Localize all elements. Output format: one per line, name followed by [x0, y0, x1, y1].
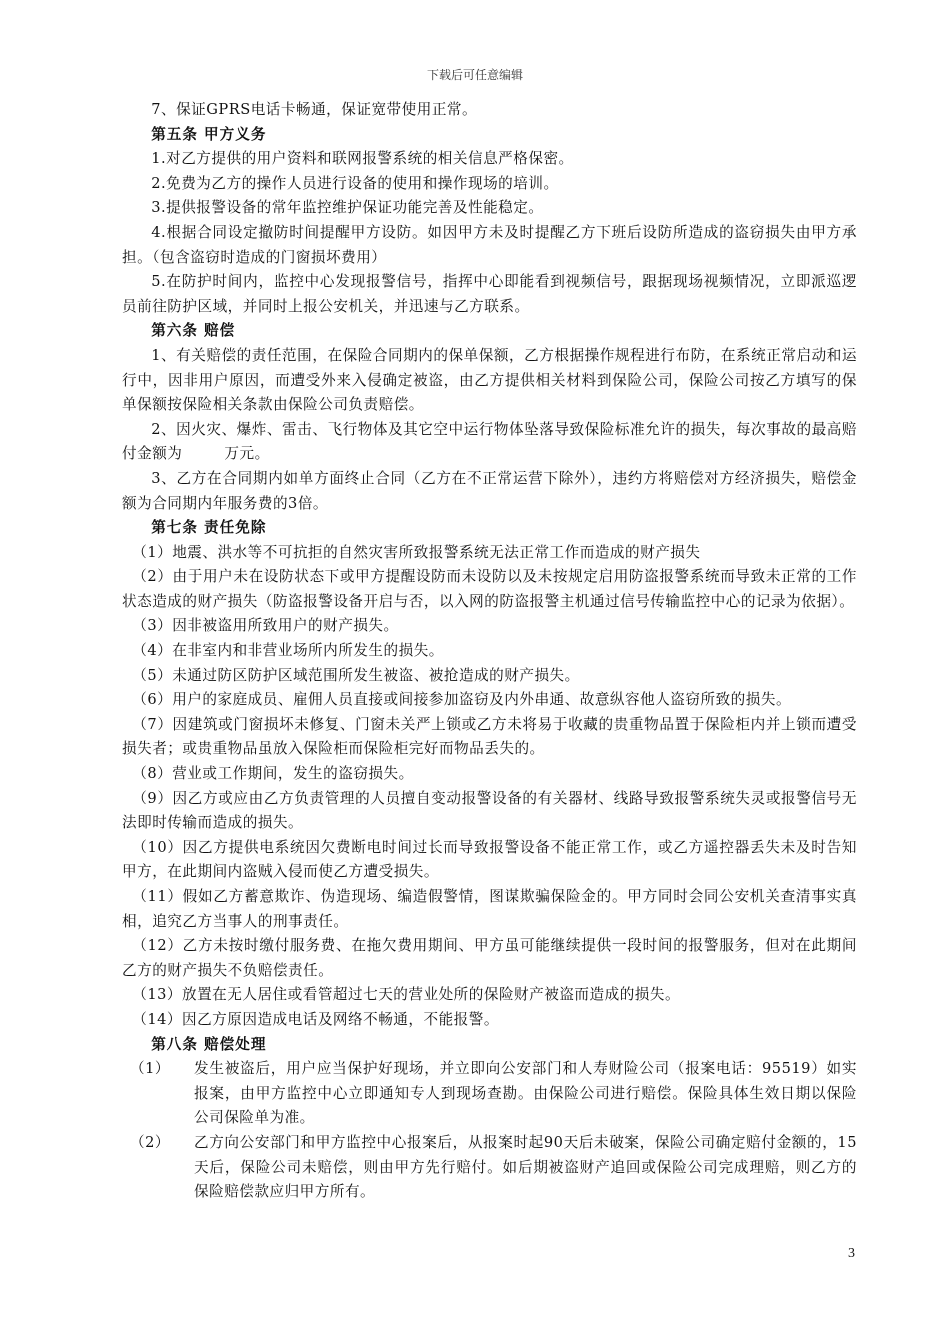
- item-text: 发生被盗后，用户应当保护好现场，并立即向公安部门和人寿财险公司（报案电话：95519）如实报案，由甲方监控中心立即通知专人到现场查勘。由保险公司进行赔偿。保险具体生效日期以保险公司保险单为准。: [194, 1060, 857, 1127]
- paragraph: 3、乙方在合同期内如单方面终止合同（乙方在不正常运营下除外），违约方将赔偿对方经济损失，赔偿金额为合同期内年服务费的3倍。: [122, 469, 857, 512]
- paragraph: 3.提供报警设备的常年监控维护保证功能完善及性能稳定。: [151, 199, 544, 217]
- exemption-item: （2）由于用户未在设防状态下或甲方提醒设防而未设防以及未按规定启用防盗报警系统而导致未正常的工作状态造成的财产损失（防盗报警设备开启与否，以入网的防盗报警主机通过信号传输监控中心的记录为依据）。: [122, 568, 857, 610]
- exemption-item: （6）用户的家庭成员、雇佣人员直接或间接参加盗窃及内外串通、故意纵容他人盗窃所致的损失。: [132, 691, 792, 709]
- item-number: （1）: [130, 1060, 170, 1078]
- exemption-item: （12）乙方未按时缴付服务费、在拖欠费用期间、甲方虽可能继续提供一段时间的报警服务，但对在此期间乙方的财产损失不负赔偿责任。: [122, 937, 857, 979]
- paragraph: 1、有关赔偿的责任范围，在保险合同期内的保单保额，乙方根据操作规程进行布防，在系统正常启动和运行中，因非用户原因，而遭受外来入侵确定被盗，由乙方提供相关材料到保险公司，保险公司按乙方填写的保单保额按保险相关条款由保险公司负责赔偿。: [122, 346, 857, 414]
- item-text: 乙方向公安部门和甲方监控中心报案后，从报案时起90天后未破案，保险公司确定赔付金额的，15天后，保险公司未赔偿，则由甲方先行赔付。如后期被盗财产追回或保险公司完成理赔，则乙方的保险赔偿款应归甲方所有。: [194, 1133, 857, 1201]
- document-body: [122, 98, 857, 1205]
- item-number: （2）: [130, 1133, 170, 1151]
- exemption-item: （9）因乙方或应由乙方负责管理的人员擅自变动报警设备的有关器材、线路导致报警系统失灵或报警信号无法即时传输而造成的损失。: [122, 789, 857, 832]
- page-header: 下载后可任意编辑: [426, 68, 523, 82]
- exemption-item: （11）假如乙方蓄意欺诈、伪造现场、编造假警情，图谋欺骗保险金的。甲方同时会同公安机关查清事实真相，追究乙方当事人的刑事责任。: [122, 888, 857, 930]
- section-heading: 第七条 责任免除: [151, 519, 267, 537]
- section-heading: 第五条 甲方义务: [151, 125, 267, 143]
- paragraph: 1.对乙方提供的用户资料和联网报警系统的相关信息严格保密。: [151, 150, 574, 168]
- paragraph: [122, 418, 857, 467]
- section-heading: 第六条 赔偿: [151, 322, 236, 340]
- section-heading: 第八条 赔偿处理: [151, 1035, 267, 1053]
- paragraph: 5.在防护时间内，监控中心发现报警信号，指挥中心即能看到视频信号，跟据现场视频情况，立即派巡逻员前往防护区域，并同时上报公安机关，并迅速与乙方联系。: [122, 273, 857, 315]
- claim-procedure-item: [122, 1131, 857, 1205]
- exemption-item: （14）因乙方原因造成电话及网络不畅通，不能报警。: [132, 1010, 499, 1028]
- exemption-item: （3）因非被盗用所致用户的财产损失。: [132, 617, 399, 635]
- paragraph: 7、保证GPRS电话卡畅通，保证宽带使用正常。: [151, 101, 478, 118]
- exemption-item: （7）因建筑或门窗损坏未修复、门窗未关严上锁或乙方未将易于收藏的贵重物品置于保险柜内并上锁而遭受损失者；或贵重物品虽放入保险柜而保险柜完好而物品丢失的。: [122, 715, 857, 758]
- page-number: 3: [848, 1246, 855, 1261]
- exemption-item: （10）因乙方提供电系统因欠费断电时间过长而导致报警设备不能正常工作，或乙方遥控器丢失未及时告知甲方，在此期间内盗贼入侵而使乙方遭受损失。: [122, 838, 857, 881]
- exemption-item: （13）放置在无人居住或看管超过七天的营业处所的保险财产被盗而造成的损失。: [132, 986, 681, 1004]
- exemption-item: （1）地震、洪水等不可抗拒的自然灾害所致报警系统无法正常工作而造成的财产损失: [132, 543, 701, 561]
- exemption-item: （5）未通过防区防护区域范围所发生被盗、被抢造成的财产损失。: [132, 666, 580, 684]
- paragraph: 4.根据合同设定撤防时间提醒甲方设防。如因甲方未及时提醒乙方下班后设防所造成的盗窃损失由甲方承担。（包含盗窃时造成的门窗损坏费用）: [122, 223, 857, 266]
- paragraph: 2.免费为乙方的操作人员进行设备的使用和操作现场的培训。: [151, 174, 559, 192]
- paragraph-text-suffix: 万元。: [224, 445, 270, 463]
- exemption-item: （4）在非室内和非营业场所内所发生的损失。: [132, 642, 444, 660]
- exemption-item: （8）营业或工作期间，发生的盗窃损失。: [132, 765, 414, 783]
- claim-procedure-item: [122, 1057, 857, 1131]
- paragraph-text: 2、因火灾、爆炸、雷击、飞行物体及其它空中运行物体坠落导致保险标准允许的损失，每次事故的最高赔付金额为: [122, 420, 857, 463]
